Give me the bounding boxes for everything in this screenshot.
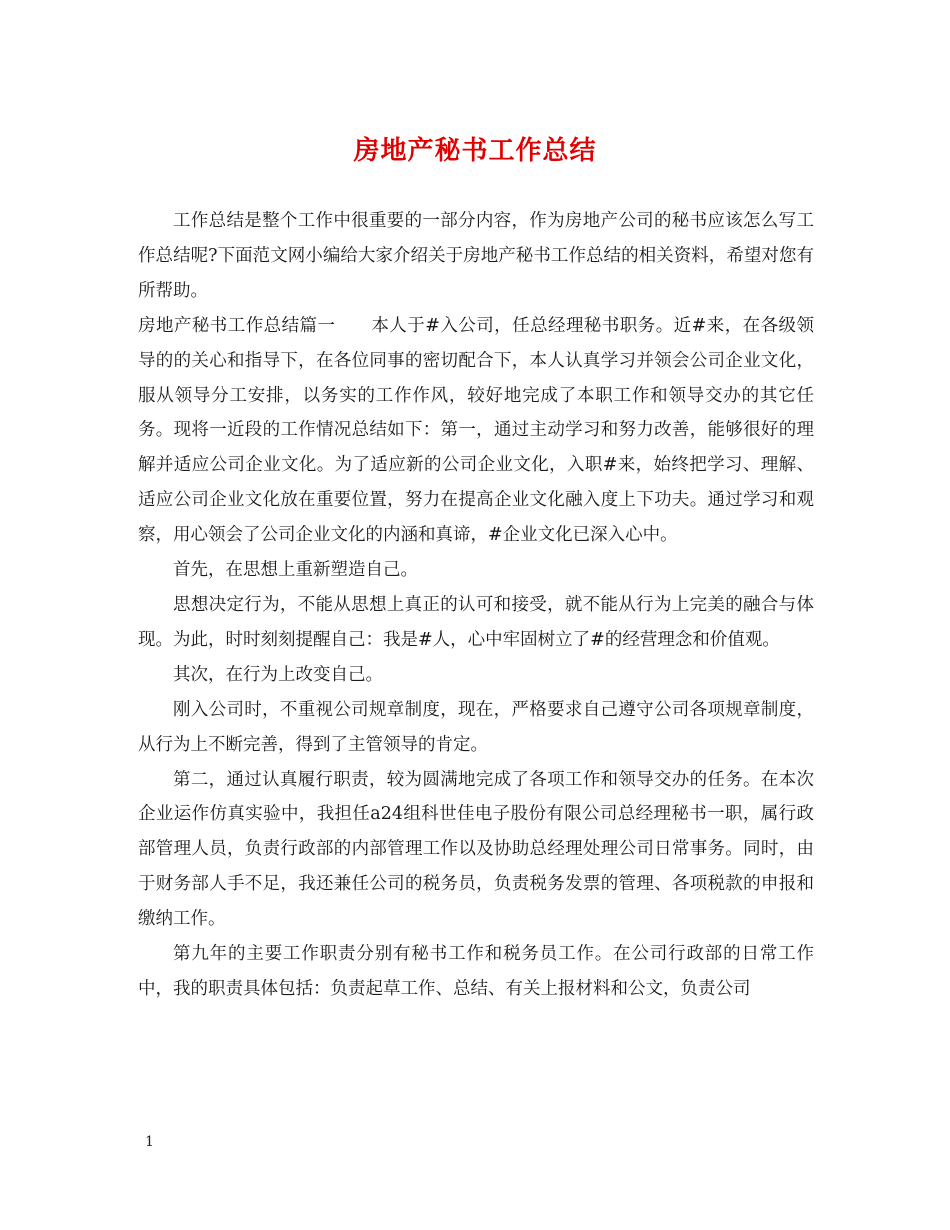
- paragraph-part-one: 房地产秘书工作总结篇一 本人于#入公司，任总经理秘书职务。近#来，在各级领导的的关心和指导下，在各位同事的密切配合下，本人认真学习并领会公司企业文化，服从领导分工安排，以务实的工作作风，较好地完成了本职工作和领导交办的其它任务。现将一近段的工作情况总结如下：第一，通过主动学习和努力改善，能够很好的理解并适应公司企业文化。为了适应新的公司企业文化，入职#来，始终把学习、理解、适应公司企业文化放在重要位置，努力在提高企业文化融入度上下功夫。通过学习和观察，用心领会了公司企业文化的内涵和真谛，#企业文化已深入心中。: [138, 315, 814, 546]
- page-number: 1: [145, 1134, 154, 1150]
- paragraph-rules: 刚入公司时，不重视公司规章制度，现在，严格要求自己遵守公司各项规章制度，从行为上不断完善，得到了主管领导的肯定。: [138, 699, 814, 755]
- paragraph-thought: 思想决定行为，不能从思想上真正的认可和接受，就不能从行为上完美的融合与体现。为此，时时刻刻提醒自己：我是#人，心中牢固树立了#的经营理念和价值观。: [138, 594, 814, 650]
- paragraph-ninth-year: 第九年的主要工作职责分别有秘书工作和税务员工作。在公司行政部的日常工作中，我的职责具体包括：负责起草工作、总结、有关上报材料和公文，负责公司: [138, 944, 814, 999]
- paragraph-heading-first: 首先，在思想上重新塑造自己。: [173, 560, 418, 581]
- document-title: 房地产秘书工作总结: [353, 136, 597, 166]
- paragraph-heading-second: 其次，在行为上改变自己。: [173, 664, 383, 685]
- paragraph-intro: 工作总结是整个工作中很重要的一部分内容，作为房地产公司的秘书应该怎么写工作总结呢?下面范文网小编给大家介绍关于房地产秘书工作总结的相关资料，希望对您有所帮助。: [138, 211, 814, 301]
- paragraph-duties: 第二，通过认真履行职责，较为圆满地完成了各项工作和领导交办的任务。在本次企业运作仿真实验中，我担任a24组科世佳电子股份有限公司总经理秘书一职，属行政部管理人员，负责行政部的内部管理工作以及协助总经理处理公司日常事务。同时，由于财务部人手不足，我还兼任公司的税务员，负责税务发票的管理、各项税款的申报和缴纳工作。: [138, 769, 814, 930]
- document-body: [138, 204, 814, 1007]
